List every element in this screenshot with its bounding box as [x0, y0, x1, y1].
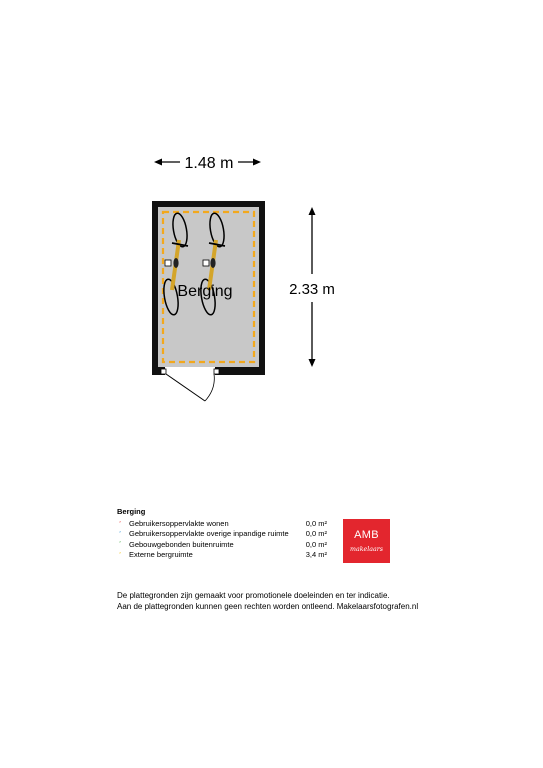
height-label: 2.33 m: [289, 281, 335, 298]
legend-label: Gebouwgebonden buitenruimte: [129, 539, 234, 549]
legend-value: 0,0 m²: [305, 529, 327, 539]
bicycle-pedal-box: [165, 260, 171, 266]
disclaimer-line-1: De plattegronden zijn gemaakt voor promotionele doeleinden en ter indicatie.: [117, 591, 390, 600]
width-arrow-left-icon: [154, 159, 162, 166]
legend-row: [117, 530, 327, 540]
disclaimer: [117, 590, 418, 612]
door-opening: [165, 367, 215, 375]
area-legend: [117, 507, 327, 560]
legend-dot-icon: ′: [119, 541, 121, 549]
legend-dot-icon: ′: [119, 521, 121, 528]
bicycle-seat: [173, 258, 178, 268]
legend-value: 3,4 m²: [305, 549, 327, 559]
height-arrow-top-icon: [309, 207, 316, 215]
amb-logo: [343, 519, 390, 563]
logo-sub-text: makelaars: [349, 546, 384, 553]
width-arrow-right-icon: [253, 159, 261, 166]
legend-label: Externe bergruimte: [129, 549, 193, 559]
door-leaf: [166, 374, 205, 401]
height-arrow-bottom-icon: [309, 359, 316, 367]
door-jamb-left: [161, 369, 166, 374]
legend-row: [117, 519, 327, 529]
door-swing-arc: [205, 374, 214, 401]
width-label: 1.48 m: [184, 155, 234, 172]
legend-value: 0,0 m²: [305, 519, 327, 529]
room-label: Berging: [177, 283, 233, 300]
disclaimer-line-2: Aan de plattegronden kunnen geen rechten worden ontleend. Makelaarsfotografen.nl: [117, 602, 419, 611]
legend-title: Berging: [117, 507, 146, 516]
legend-dot-icon: ′: [119, 551, 121, 559]
logo-main-text: AMB: [354, 529, 379, 541]
bicycle-pedal-box: [203, 260, 209, 266]
legend-row: [117, 540, 327, 550]
legend-label: Gebruikersoppervlakte overige inpandige ruimte: [129, 529, 289, 539]
bicycle-seat: [210, 258, 215, 268]
legend-dot-icon: ′: [119, 531, 121, 539]
width-dimension: [154, 155, 261, 172]
legend-label: Gebruikersoppervlakte wonen: [129, 519, 229, 529]
legend-value: 0,0 m²: [305, 539, 327, 549]
door-jamb-right: [214, 369, 219, 374]
legend-row: [117, 550, 327, 560]
height-dimension: [289, 207, 335, 367]
door: [161, 367, 219, 401]
